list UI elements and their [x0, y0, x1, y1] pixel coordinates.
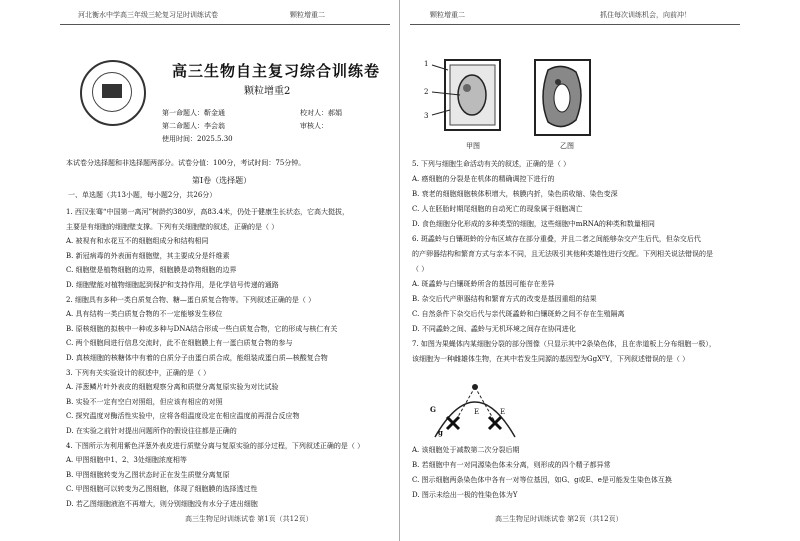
header-right-left: 颗粒增重二	[430, 11, 465, 19]
question-line: A. 甲图细胞中1、2、3处细胞浓度相等	[66, 456, 187, 465]
question-line: A. 该细胞处于减数第二次分裂后期	[412, 446, 520, 454]
question-line: 6. 斑蟊蛉与白镶斑蛉的分布区域存在部分重叠，并且二者之间能够杂交产生后代，但杂交后代	[412, 235, 701, 243]
question-line: C. 图示细胞两条染色体中各有一对等位基因，如G、g或E、e是可能发生染色体互换	[412, 476, 672, 484]
question-line: 该细胞为一种雌雄体生物，在其中若发生同源的基因型为GgXᴱY，下列叙述错误的是（ ）	[412, 355, 690, 363]
question-line: A. 具有结构一类白质复合物的不一定能够发生移位	[66, 310, 223, 319]
gene-label-g: g	[438, 428, 443, 437]
question-line: C. 细胞壁是植物细胞的边界，细胞膜是动物细胞的边界	[66, 266, 237, 275]
question-line: B. 新冠病毒的外表面有细胞壁，其主要成分是纤维素	[66, 251, 230, 260]
question-line: D. 在实验之前针对提出问题所作的假设往往都是正确的	[66, 427, 237, 435]
question-line: 1. 西汉张骞“中国第一离河”树龄约380岁，高83.4米，仍处于健康生长状态，它高大挺拔，	[66, 208, 350, 216]
header-rule-right	[410, 24, 740, 25]
diagram-caption-jia: 甲图	[466, 142, 480, 150]
question-line: B. 原核细胞的拟核中一种或多种与DNA结合形成一些白质复合物，它的形成与核仁有关	[66, 324, 338, 333]
question-line: 4. 下图所示为利用紫色洋葱外表皮进行质壁分离与复原实验的部分过程，下列叙述正确的是（ ）	[66, 441, 365, 450]
plasmolysis-diagram	[420, 40, 620, 155]
diagram-label-2: 2	[424, 88, 429, 96]
question-line: （ ）	[412, 265, 429, 273]
question-line: A. 洋葱鳞片叶外表皮的细胞观察分离和质壁分离复原实验为对比试验	[66, 383, 279, 392]
intro-text: 本试卷分选择题和非选择题两部分。试卷分值：100分，考试时间：75分钟。	[66, 159, 306, 167]
question-heading: 一、单选题（共13小题，每小题2分，共26分）	[68, 191, 217, 199]
diagram-caption-yi: 乙图	[560, 142, 574, 150]
diagram-label-3: 3	[424, 112, 429, 120]
page-title: 高三生物自主复习综合训练卷	[172, 62, 381, 80]
gene-label-E1: E	[474, 408, 480, 416]
gene-label-G: G	[430, 405, 436, 414]
meta-date: 使用时间：2025.5.30	[162, 135, 233, 143]
question-line: 主要是有细胞的细胞壁支撑。下列有关细胞壁的叙述，正确的是（ ）	[66, 222, 279, 231]
question-line: C. 自然条件下杂交后代与亲代斑蟊蛉和白镶斑蛉之间不存在生殖隔离	[412, 310, 625, 318]
page-subtitle: 颗粒增重2	[244, 86, 291, 97]
header-left-right: 颗粒增重二	[290, 11, 325, 19]
meta-author1: 第一命题人：靳金通	[162, 109, 225, 117]
question-line: 的产卵器结构和繁育方式与亲本不同，且无法吸引其他种类雄性进行交配。下列相关说法错误的是	[412, 250, 713, 258]
question-line: C. 探究温度对酶活性实验中，应将各组温度设定在相应温度前再混合反应物	[66, 412, 300, 421]
question-line: D. 食色细胞分化形成的多种类型的细胞，这些细胞中mRNA的种类和数量相同	[412, 220, 655, 228]
meta-author2: 第二命题人：李会翁	[162, 122, 225, 130]
school-seal	[80, 60, 146, 126]
question-line: C. 两个细胞间进行信息交流时，此不在细胞膜上有一蛋白质复合物的参与	[66, 339, 293, 348]
question-line: B. 实验不一定有空白对照组，但应该有相应的对照	[66, 397, 223, 406]
question-line: D. 不同蟊蛉之间、蟊蛉与无机环境之间存在协同进化	[412, 325, 576, 333]
meta-reviewer: 审核人：	[300, 122, 328, 130]
question-line: C. 人在胚胎时期尾细胞的自动死亡的现象属于细胞凋亡	[412, 205, 583, 213]
diagram-label-1: 1	[424, 60, 429, 68]
question-line: B. 杂交后代产卵器结构和繁育方式的改变是基因重组的结果	[412, 295, 597, 303]
header-left-text: 河北衡水中学高三年级三轮复习足时训练试卷	[78, 11, 218, 19]
question-line: A. 斑蟊蛉与白镶斑蛉所含的基因可能存在差异	[412, 280, 555, 288]
question-line: D. 若乙图细胞液泡不再增大，则分别细胞没有水分子进出细胞	[66, 500, 258, 508]
meta-checker: 校对人：郝娟	[300, 109, 342, 117]
question-line: A. 癌细胞的分裂是在机体的精确调控下进行的	[412, 175, 555, 183]
question-line: 2. 细胞具有多种一类白质复合物、糖—蛋白质复合物等。下列叙述正确的是（ ）	[66, 295, 316, 304]
question-line: C. 甲图细胞可以转变为乙图细胞，体现了细胞膜的选择透过性	[66, 485, 258, 494]
header-rule	[60, 24, 390, 25]
question-line: 7. 如图为果蝇体内某细胞分裂的部分图像（只显示其中2条染色体，且在赤道板上分布细胞一极），	[412, 340, 716, 348]
gene-label-E2: E	[500, 408, 506, 416]
question-line: B. 衰老的细胞细胞核体积增大，核膜内折，染色质收缩、染色变深	[412, 190, 618, 198]
footer-right: 高三生物足时训练试卷 第2页（共12页）	[495, 515, 623, 523]
section-title: 第Ⅰ卷（选择题）	[192, 176, 252, 185]
question-line: B. 若细胞中有一对同源染色体未分离，则形成的四个精子都异常	[412, 461, 611, 469]
footer-left: 高三生物足时训练试卷 第1页（共12页）	[185, 515, 313, 523]
question-line: D. 真核细胞的核糖体中有着的白质分子由蛋白质合成，能组装成蛋白质—核酸复合物	[66, 354, 328, 362]
question-line: A. 被视有和水花互不的细胞组成分和结构相同	[66, 237, 209, 246]
question-line: B. 甲图细胞转变为乙图状态时正在发生质壁分离复原	[66, 470, 230, 479]
question-line: D. 图示未绘出一极的性染色体为Y	[412, 491, 518, 499]
question-line: D. 细胞壁能对植物细胞起到保护和支持作用，是化学信号传递的通路	[66, 281, 279, 289]
question-line: 5. 下列与细胞生命活动有关的叙述，正确的是（ ）	[412, 160, 571, 168]
page-right	[400, 0, 800, 541]
question-line: 3. 下列有关实验设计的叙述中，正确的是（ ）	[66, 368, 211, 377]
header-right-right: 抓住每次训练机会，向前冲！	[600, 11, 691, 19]
